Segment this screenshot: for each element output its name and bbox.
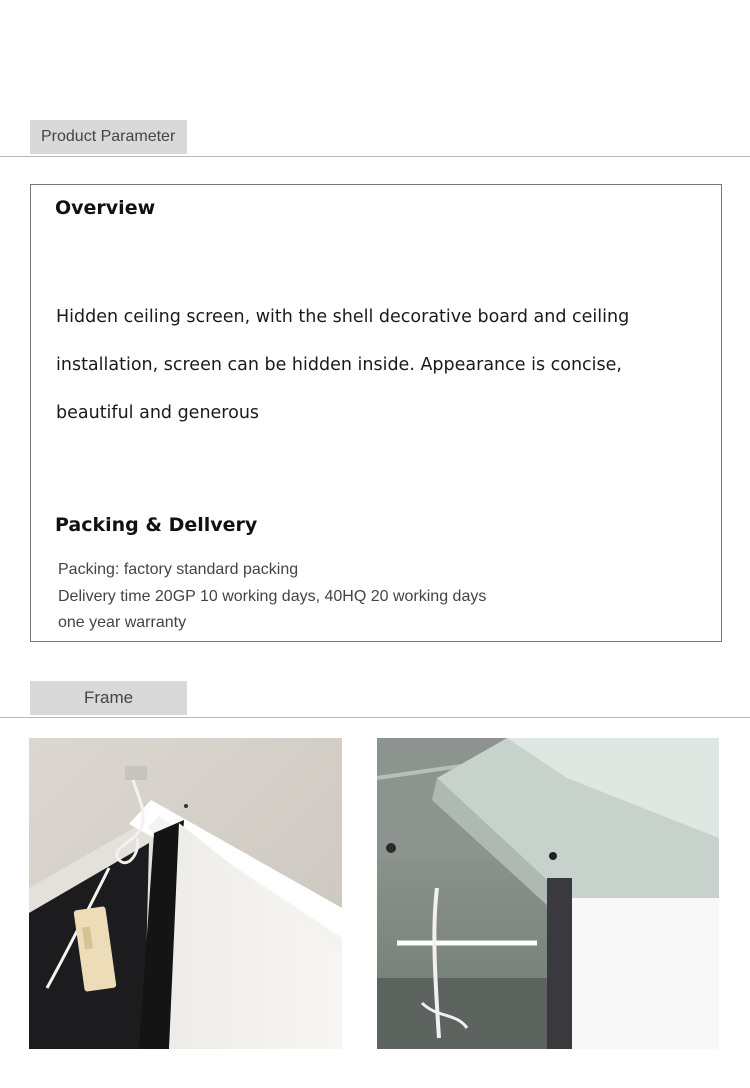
delivery-line: Delivery time 20GP 10 working days, 40HQ 20 working days bbox=[58, 587, 487, 605]
overview-heading: Overview bbox=[55, 197, 156, 219]
overview-description: Hidden ceiling screen, with the shell decorative board and ceiling installation, screen can be hidden inside. Appearance is concise, beautiful and generous bbox=[56, 307, 630, 423]
product-parameter-panel bbox=[30, 184, 722, 642]
warranty-line: one year warranty bbox=[58, 614, 187, 631]
frame-photo-screen-corner bbox=[29, 738, 342, 1049]
section-divider bbox=[0, 156, 750, 157]
section-tab-frame bbox=[30, 681, 187, 715]
packing-line: Packing: factory standard packing bbox=[58, 561, 299, 578]
section-tab-label: Product Parameter bbox=[41, 128, 176, 145]
packing-list bbox=[58, 557, 486, 637]
section-divider bbox=[0, 717, 750, 718]
packing-heading: Packing & Dellvery bbox=[55, 514, 258, 536]
frame-photo-bracket-detail bbox=[377, 738, 719, 1049]
section-tab-product-parameter bbox=[30, 120, 187, 154]
section-tab-label: Frame bbox=[83, 688, 134, 707]
